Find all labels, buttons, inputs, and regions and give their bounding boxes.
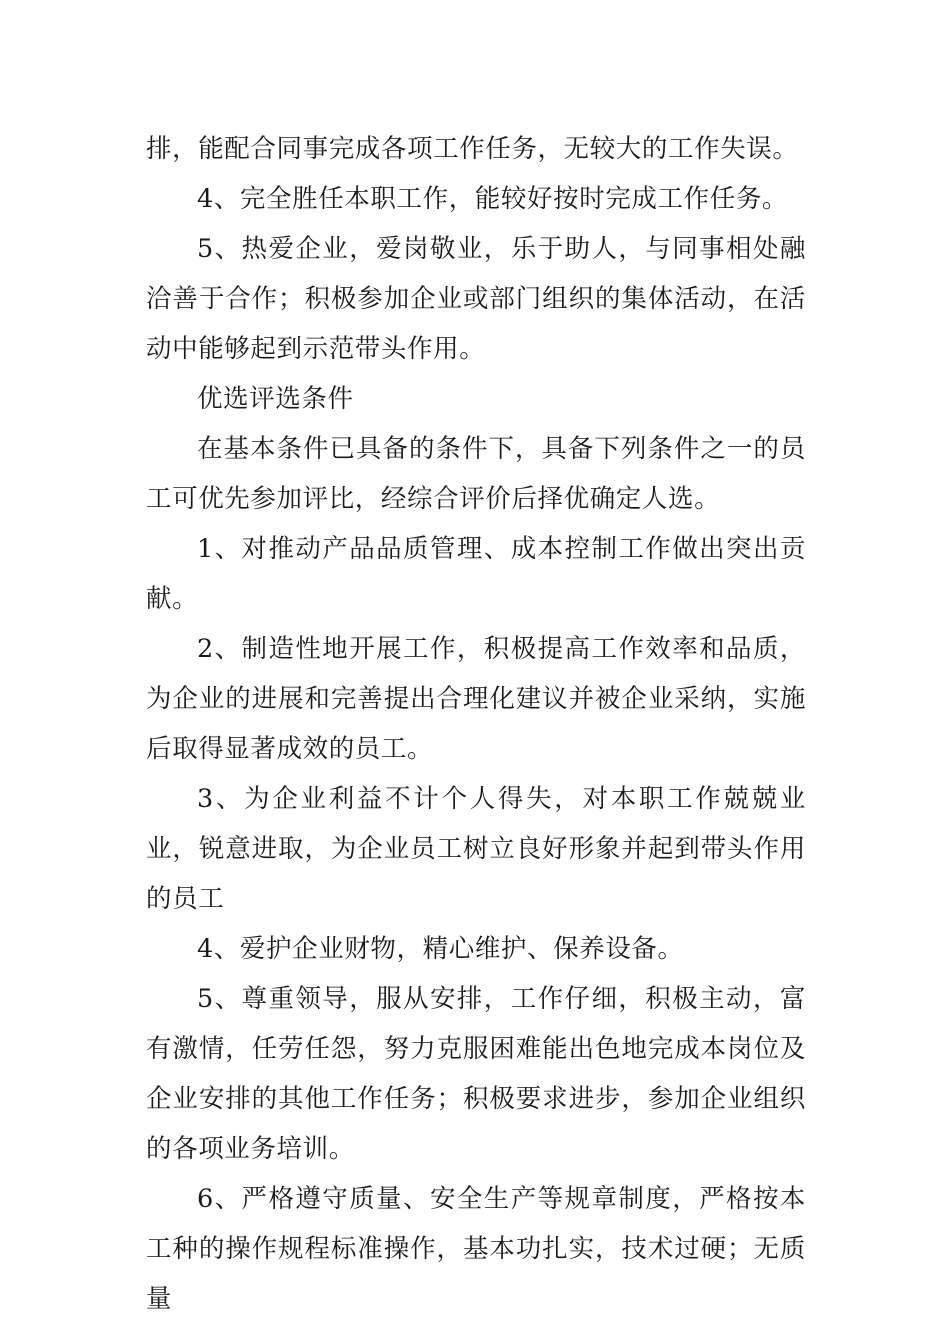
paragraph-criterion-3: 3、为企业利益不计个人得失，对本职工作兢兢业业，锐意进取，为企业员工树立良好形象并起到带头作用的员工 [146,784,806,914]
paragraph-continuation: 排，能配合同事完成各项工作任务，无较大的工作失误。 [146,134,799,164]
document-body [146,124,806,1324]
paragraph-intro: 在基本条件已具备的条件下，具备下列条件之一的员工可优先参加评比，经综合评价后择优确定人选。 [146,434,806,514]
paragraph-criterion-2: 2、制造性地开展工作，积极提高工作效率和品质，为企业的进展和完善提出合理化建议并被企业采纳，实施后取得显著成效的员工。 [146,634,806,764]
paragraph-criterion-6: 6、严格遵守质量、安全生产等规章制度，严格按本工种的操作规程标准操作，基本功扎实，技术过硬；无质量 [146,1184,806,1314]
paragraph-item-5: 5、热爱企业，爱岗敬业，乐于助人，与同事相处融洽善于合作；积极参加企业或部门组织的集体活动，在活动中能够起到示范带头作用。 [146,234,806,364]
paragraph-criterion-4: 4、爱护企业财物，精心维护、保养设备。 [197,934,684,964]
paragraph-criterion-1: 1、对推动产品品质管理、成本控制工作做出突出贡献。 [146,534,806,614]
paragraph-item-4: 4、完全胜任本职工作，能较好按时完成工作任务。 [197,184,789,214]
section-heading-priority-criteria: 优选评选条件 [197,384,354,414]
paragraph-criterion-5: 5、尊重领导，服从安排，工作仔细，积极主动，富有激情，任劳任怨，努力克服困难能出色地完成本岗位及企业安排的其他工作任务；积极要求进步，参加企业组织的各项业务培训。 [146,984,806,1164]
